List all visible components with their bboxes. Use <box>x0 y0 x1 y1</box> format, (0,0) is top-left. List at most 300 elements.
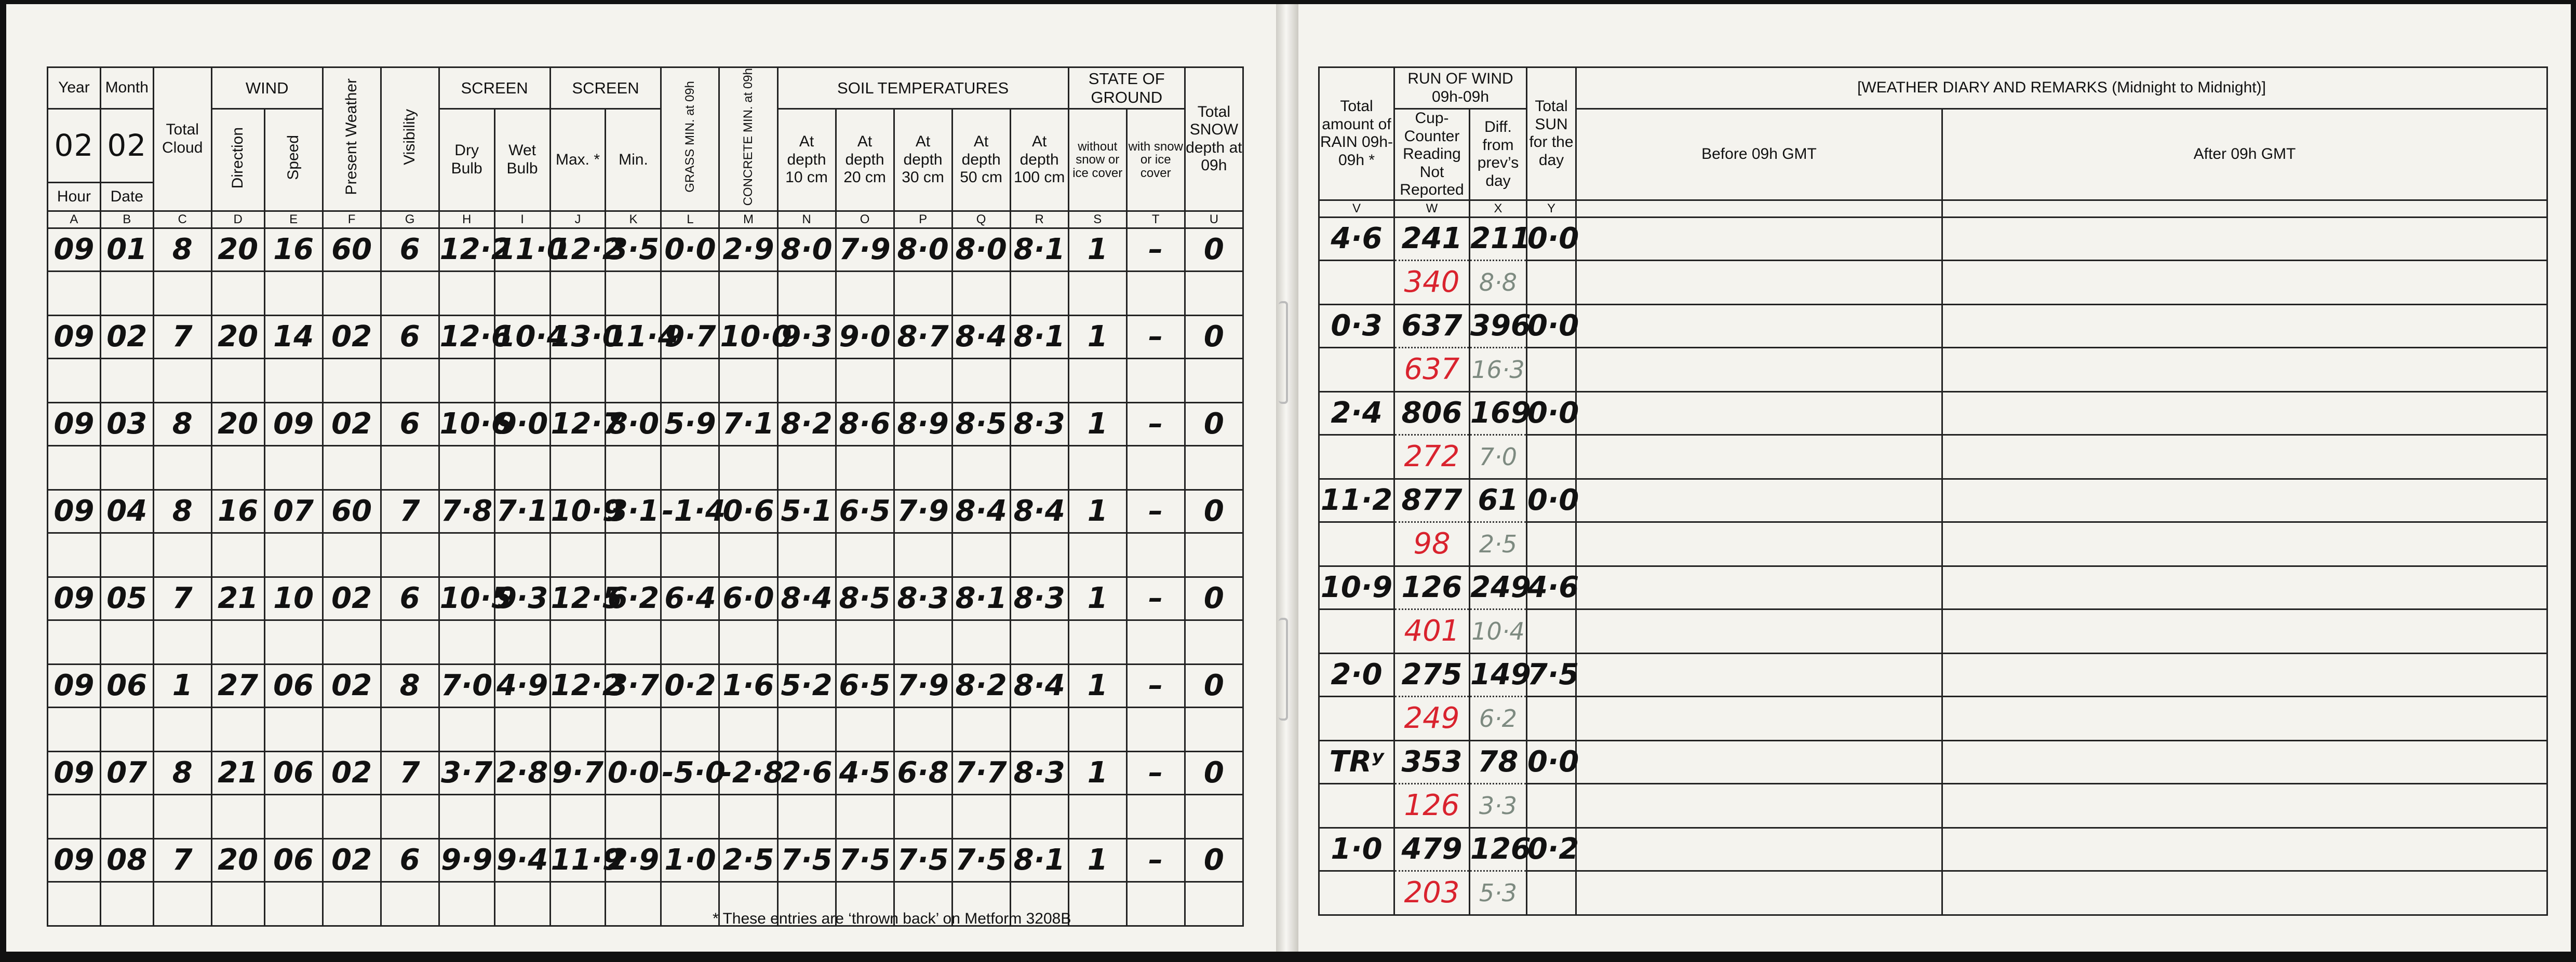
observation-cell: 8 <box>153 751 211 794</box>
observation-row <box>48 315 1243 358</box>
observation-row <box>48 577 1243 620</box>
observation-cell: 16 <box>211 490 264 533</box>
observation-cell: 8·0 <box>894 228 952 271</box>
observation-cell: 8·4 <box>1010 664 1068 707</box>
dry-bulb-header: Dry Bulb <box>439 109 494 211</box>
soil-temperatures-header: SOIL TEMPERATURES <box>777 67 1068 109</box>
column-letter: C <box>153 211 211 228</box>
after-remarks-cell[interactable] <box>1942 479 2547 522</box>
observation-cell: 8·4 <box>952 490 1010 533</box>
blank-row <box>48 533 1243 577</box>
observation-cell: 09 <box>48 664 101 707</box>
column-letter: E <box>264 211 323 228</box>
observation-cell: -5·0 <box>661 751 719 794</box>
depth-20-header: At depth 20 cm <box>836 109 894 211</box>
observation-cell: 2·5 <box>719 838 777 882</box>
before-remarks-cell[interactable] <box>1576 391 1942 435</box>
observation-cell: 09 <box>48 402 101 445</box>
observation-cell: 6·5 <box>836 490 894 533</box>
red-run-of-wind: 98 <box>1394 522 1470 566</box>
observation-cell: 10·6 <box>439 402 494 445</box>
gray-wind-value: 3·3 <box>1470 783 1527 828</box>
observation-cell: 12·5 <box>550 577 606 620</box>
observation-cell: 9·9 <box>439 838 494 882</box>
column-letter: P <box>894 211 952 228</box>
after-remarks-cell[interactable] <box>1942 653 2547 696</box>
observation-cell: 09 <box>48 228 101 271</box>
before-remarks-cell[interactable] <box>1576 740 1942 783</box>
observation-cell: 6 <box>381 838 439 882</box>
before-remarks-cell[interactable] <box>1576 828 1942 871</box>
observation-cell: 6 <box>381 315 439 358</box>
observation-cell: 0 <box>1185 315 1243 358</box>
observation-cell: 9·7 <box>661 315 719 358</box>
min-header: Min. <box>606 109 661 211</box>
correction-row <box>1319 609 2547 653</box>
observation-cell: 02 <box>323 838 381 882</box>
sun-cell: 0·0 <box>1527 740 1576 783</box>
observation-cell: 2·8 <box>494 751 550 794</box>
observation-cell: 6·0 <box>719 577 777 620</box>
observation-cell: 02 <box>323 315 381 358</box>
observation-cell: 1 <box>1068 664 1126 707</box>
observation-cell: 14 <box>264 315 323 358</box>
after-remarks-cell[interactable] <box>1942 391 2547 435</box>
observation-cell: 1 <box>1068 838 1126 882</box>
observation-cell: 13·0 <box>550 315 606 358</box>
after-remarks-cell[interactable] <box>1942 566 2547 609</box>
gray-wind-value: 8·8 <box>1470 260 1527 304</box>
observation-cell: 6·4 <box>661 577 719 620</box>
observation-row <box>48 664 1243 707</box>
observation-cell: 8·3 <box>1010 751 1068 794</box>
observation-cell: 8·6 <box>836 402 894 445</box>
observation-cell: 7 <box>153 577 211 620</box>
observation-cell: 0 <box>1185 490 1243 533</box>
observation-cell: 6·8 <box>894 751 952 794</box>
observation-cell: 2·9 <box>606 838 661 882</box>
sun-cell: 0·0 <box>1527 304 1576 347</box>
blank-row <box>48 620 1243 664</box>
rain-cell: 10·9 <box>1319 566 1394 609</box>
observation-cell: 16 <box>264 228 323 271</box>
before-remarks-cell[interactable] <box>1576 566 1942 609</box>
observation-cell: 8·5 <box>836 577 894 620</box>
observation-cell: 12·2 <box>439 228 494 271</box>
observation-cell: 8·0 <box>777 228 836 271</box>
gray-wind-value: 16·3 <box>1470 347 1527 391</box>
rain-cell: 0·3 <box>1319 304 1394 347</box>
observation-cell: 8 <box>153 490 211 533</box>
column-letter: T <box>1126 211 1185 228</box>
gray-wind-value: 2·5 <box>1470 522 1527 566</box>
observation-cell: 01 <box>100 228 153 271</box>
observation-cell: 8·1 <box>952 577 1010 620</box>
after-remarks-cell[interactable] <box>1942 217 2547 260</box>
before-remarks-cell[interactable] <box>1576 304 1942 347</box>
observation-cell: 7·9 <box>894 664 952 707</box>
red-run-of-wind: 272 <box>1394 435 1470 479</box>
column-letter: O <box>836 211 894 228</box>
diff-header: Diff. from prev’s day <box>1470 109 1527 200</box>
column-letter: K <box>606 211 661 228</box>
present-weather-header: Present Weather <box>323 67 381 211</box>
observation-cell: – <box>1126 751 1185 794</box>
observation-cell: 0·0 <box>606 751 661 794</box>
column-letter: Q <box>952 211 1010 228</box>
column-letter: F <box>323 211 381 228</box>
observation-cell: 11·4 <box>606 315 661 358</box>
observation-cell: 8·4 <box>777 577 836 620</box>
sun-cell: 7·5 <box>1527 653 1576 696</box>
observation-cell: 09 <box>48 577 101 620</box>
date-header: Date <box>100 182 153 211</box>
observation-cell: 7·8 <box>439 490 494 533</box>
rain-wind-row <box>1319 479 2547 522</box>
total-sun-header: Total SUN for the day <box>1527 67 1576 200</box>
max-header: Max. * <box>550 109 606 211</box>
column-letter: V <box>1319 200 1394 217</box>
observation-cell: 6 <box>381 228 439 271</box>
observation-cell: 1 <box>1068 228 1126 271</box>
observation-cell: 8·9 <box>894 402 952 445</box>
column-letter: X <box>1470 200 1527 217</box>
wind-header: WIND <box>211 67 323 109</box>
observation-cell: 02 <box>323 751 381 794</box>
rain-wind-row <box>1319 828 2547 871</box>
observation-cell: 8·4 <box>952 315 1010 358</box>
cup-counter-cell: 806 <box>1394 391 1470 435</box>
rain-wind-row <box>1319 653 2547 696</box>
observation-cell: 7·5 <box>952 838 1010 882</box>
cup-counter-header: Cup-Counter Reading Not Reported <box>1394 109 1470 200</box>
observation-cell: 0 <box>1185 838 1243 882</box>
wet-bulb-header: Wet Bulb <box>494 109 550 211</box>
observation-cell: 1 <box>153 664 211 707</box>
column-letter: H <box>439 211 494 228</box>
observation-cell: 3·7 <box>606 664 661 707</box>
cup-counter-cell: 479 <box>1394 828 1470 871</box>
weather-diary-header: [WEATHER DIARY AND REMARKS (Midnight to Midnight)] <box>1576 67 2547 109</box>
observation-cell: 7·5 <box>836 838 894 882</box>
observation-cell: -2·8 <box>719 751 777 794</box>
observation-row <box>48 838 1243 882</box>
cup-counter-cell: 241 <box>1394 217 1470 260</box>
footnote: * These entries are ‘thrown back’ on Metform 3208B <box>713 910 1071 927</box>
red-run-of-wind: 637 <box>1394 347 1470 391</box>
staple <box>1279 301 1288 404</box>
gray-wind-value: 6·2 <box>1470 696 1527 740</box>
correction-row <box>1319 696 2547 740</box>
observation-cell: 6 <box>381 577 439 620</box>
column-letter: I <box>494 211 550 228</box>
before-remarks-cell[interactable] <box>1576 479 1942 522</box>
before-remarks-cell[interactable] <box>1576 217 1942 260</box>
rain-wind-row <box>1319 304 2547 347</box>
speed-header: Speed <box>264 109 323 211</box>
observation-cell: 6·5 <box>836 664 894 707</box>
observation-cell: 3·7 <box>439 751 494 794</box>
left-page <box>6 4 1276 952</box>
rain-cell: 2·0 <box>1319 653 1394 696</box>
observation-cell: 08 <box>100 838 153 882</box>
observation-cell: 7 <box>153 315 211 358</box>
visibility-header: Visibility <box>381 67 439 211</box>
observation-cell: 0 <box>1185 751 1243 794</box>
observation-row <box>48 751 1243 794</box>
observation-cell: 9·4 <box>494 838 550 882</box>
observation-cell: 1·0 <box>661 838 719 882</box>
total-cloud-header: Total Cloud <box>153 67 211 211</box>
column-letter: R <box>1010 211 1068 228</box>
observation-cell: 1 <box>1068 315 1126 358</box>
depth-10-header: At depth 10 cm <box>777 109 836 211</box>
observation-cell: 12·2 <box>550 664 606 707</box>
observation-cell: – <box>1126 402 1185 445</box>
after-remarks-cell[interactable] <box>1942 740 2547 783</box>
month-header: Month <box>100 67 153 109</box>
column-letter-row <box>48 211 1243 228</box>
observation-cell: 09 <box>264 402 323 445</box>
observation-cell: 60 <box>323 228 381 271</box>
depth-50-header: At depth 50 cm <box>952 109 1010 211</box>
observation-cell: 1 <box>1068 402 1126 445</box>
red-run-of-wind: 203 <box>1394 871 1470 915</box>
column-letter: S <box>1068 211 1126 228</box>
observation-cell: 27 <box>211 664 264 707</box>
cup-counter-cell: 353 <box>1394 740 1470 783</box>
cup-counter-cell: 637 <box>1394 304 1470 347</box>
observation-cell: 8·3 <box>1010 577 1068 620</box>
observation-cell: 5·1 <box>777 490 836 533</box>
observation-cell: 9·0 <box>836 315 894 358</box>
blank-row <box>48 707 1243 751</box>
observation-cell: 03 <box>100 402 153 445</box>
column-letter: B <box>100 211 153 228</box>
observation-cell: 8·3 <box>894 577 952 620</box>
observation-cell: 7·9 <box>836 228 894 271</box>
observation-cell: 04 <box>100 490 153 533</box>
column-letter: L <box>661 211 719 228</box>
observation-cell: 9·3 <box>777 315 836 358</box>
observation-cell: 7·7 <box>952 751 1010 794</box>
observation-cell: 7·1 <box>494 490 550 533</box>
observation-cell: 6·2 <box>606 577 661 620</box>
run-of-wind-header: RUN OF WIND 09h-09h <box>1394 67 1527 109</box>
observation-cell: 0 <box>1185 664 1243 707</box>
column-letter: D <box>211 211 264 228</box>
observation-cell: – <box>1126 838 1185 882</box>
observation-cell: 07 <box>100 751 153 794</box>
observation-cell: 11·9 <box>550 838 606 882</box>
observation-cell: 06 <box>264 838 323 882</box>
observation-cell: 8·3 <box>1010 402 1068 445</box>
observation-cell: 8·0 <box>952 228 1010 271</box>
diff-cell: 78 <box>1470 740 1527 783</box>
observation-cell: 06 <box>264 664 323 707</box>
cup-counter-cell: 275 <box>1394 653 1470 696</box>
observation-cell: 3·5 <box>606 228 661 271</box>
blank-row <box>48 358 1243 402</box>
observation-cell: 09 <box>48 838 101 882</box>
rain-wind-row <box>1319 740 2547 783</box>
observations-table <box>47 66 1244 927</box>
observation-cell: 06 <box>100 664 153 707</box>
column-letter: M <box>719 211 777 228</box>
after-remarks-cell[interactable] <box>1942 828 2547 871</box>
observation-cell: 5·2 <box>777 664 836 707</box>
diff-cell: 126 <box>1470 828 1527 871</box>
screen-header-1: SCREEN <box>439 67 550 109</box>
diff-cell: 249 <box>1470 566 1527 609</box>
observation-row <box>48 490 1243 533</box>
gray-wind-value: 10·4 <box>1470 609 1527 653</box>
blank-row <box>48 271 1243 315</box>
column-letter: G <box>381 211 439 228</box>
observation-cell: 8·1 <box>1010 838 1068 882</box>
diff-cell: 211 <box>1470 217 1527 260</box>
observation-cell: -1·4 <box>661 490 719 533</box>
rain-wind-row <box>1319 217 2547 260</box>
observation-cell: 6 <box>381 402 439 445</box>
column-letter: J <box>550 211 606 228</box>
observation-cell: 21 <box>211 751 264 794</box>
observation-cell: 7·1 <box>719 402 777 445</box>
observation-cell: 0 <box>1185 228 1243 271</box>
observation-cell: 8·4 <box>1010 490 1068 533</box>
observation-cell: 12·2 <box>550 228 606 271</box>
blank-row <box>48 445 1243 490</box>
diff-cell: 396 <box>1470 304 1527 347</box>
observation-row <box>48 402 1243 445</box>
observation-cell: 8 <box>153 402 211 445</box>
observation-cell: 7·0 <box>439 664 494 707</box>
after-remarks-cell[interactable] <box>1942 304 2547 347</box>
gray-wind-value: 5·3 <box>1470 871 1527 915</box>
grass-min-header: GRASS MIN. at 09h <box>661 67 719 211</box>
correction-row <box>1319 783 2547 828</box>
direction-header: Direction <box>211 109 264 211</box>
year-header: Year <box>48 67 101 109</box>
observation-cell: 20 <box>211 228 264 271</box>
observation-cell: 1 <box>1068 577 1126 620</box>
staple <box>1279 618 1288 721</box>
observation-cell: 10·4 <box>494 315 550 358</box>
sun-cell: 0·0 <box>1527 217 1576 260</box>
observation-cell: 0·2 <box>661 664 719 707</box>
observation-cell: 21 <box>211 577 264 620</box>
right-page <box>1298 4 2571 952</box>
column-letter: U <box>1185 211 1243 228</box>
concrete-min-header: CONCRETE MIN. at 09h <box>719 67 777 211</box>
blank-row <box>48 794 1243 838</box>
rain-cell: 1·0 <box>1319 828 1394 871</box>
observation-cell: 7 <box>153 838 211 882</box>
observation-cell: 10 <box>264 577 323 620</box>
observation-cell: – <box>1126 664 1185 707</box>
after-09h-header: After 09h GMT <box>1942 109 2547 200</box>
observation-cell: 06 <box>264 751 323 794</box>
observation-cell: 02 <box>323 402 381 445</box>
observation-cell: 4·9 <box>494 664 550 707</box>
observation-cell: 02 <box>323 664 381 707</box>
observation-cell: 09 <box>48 490 101 533</box>
observation-cell: 8·0 <box>606 402 661 445</box>
correction-row <box>1319 522 2547 566</box>
observation-cell: 7·5 <box>777 838 836 882</box>
before-remarks-cell[interactable] <box>1576 653 1942 696</box>
column-letter: N <box>777 211 836 228</box>
observation-cell: 09 <box>48 315 101 358</box>
total-rain-header: Total amount of RAIN 09h-09h * <box>1319 67 1394 200</box>
red-run-of-wind: 401 <box>1394 609 1470 653</box>
rain-cell: 2·4 <box>1319 391 1394 435</box>
column-letter-row <box>1319 200 2547 217</box>
observation-cell: 0 <box>1185 577 1243 620</box>
observation-cell: – <box>1126 490 1185 533</box>
observation-cell: 9·7 <box>550 751 606 794</box>
observation-cell: 0 <box>1185 402 1243 445</box>
red-run-of-wind: 340 <box>1394 260 1470 304</box>
observation-cell: 7·9 <box>894 490 952 533</box>
rain-wind-row <box>1319 391 2547 435</box>
observation-cell: 8·7 <box>894 315 952 358</box>
correction-row <box>1319 347 2547 391</box>
observation-cell: – <box>1126 577 1185 620</box>
sun-cell: 4·6 <box>1527 566 1576 609</box>
observation-cell: 9·0 <box>494 402 550 445</box>
column-letter: A <box>48 211 101 228</box>
before-09h-header: Before 09h GMT <box>1576 109 1942 200</box>
rain-cell: 11·2 <box>1319 479 1394 522</box>
observation-cell: 8 <box>153 228 211 271</box>
observation-cell: 11·0 <box>494 228 550 271</box>
red-run-of-wind: 126 <box>1394 783 1470 828</box>
observation-cell: 07 <box>264 490 323 533</box>
year-value: 02 <box>48 109 101 183</box>
gray-wind-value: 7·0 <box>1470 435 1527 479</box>
depth-30-header: At depth 30 cm <box>894 109 952 211</box>
total-snow-header: Total SNOW depth at 09h <box>1185 67 1243 211</box>
observation-cell: 4·5 <box>836 751 894 794</box>
observation-cell: 10·9 <box>550 490 606 533</box>
observation-cell: 12·6 <box>439 315 494 358</box>
observation-row <box>48 228 1243 271</box>
observation-cell: 8 <box>381 664 439 707</box>
observation-cell: 1 <box>1068 751 1126 794</box>
state-of-ground-header: STATE OF GROUND <box>1068 67 1185 109</box>
observation-cell: 8·2 <box>777 402 836 445</box>
observation-cell: 02 <box>323 577 381 620</box>
observation-cell: 2·9 <box>719 228 777 271</box>
rain-wind-body <box>1319 217 2547 915</box>
observation-cell: 20 <box>211 315 264 358</box>
observation-cell: 05 <box>100 577 153 620</box>
observation-cell: 8·1 <box>1010 228 1068 271</box>
depth-100-header: At depth 100 cm <box>1010 109 1068 211</box>
observation-cell: 3·1 <box>606 490 661 533</box>
observation-cell: 5·9 <box>661 402 719 445</box>
observation-cell: 12·7 <box>550 402 606 445</box>
observations-body <box>48 228 1243 926</box>
column-letter: Y <box>1527 200 1576 217</box>
observation-cell: 1·6 <box>719 664 777 707</box>
observation-cell: 09 <box>48 751 101 794</box>
observation-cell: – <box>1126 228 1185 271</box>
cup-counter-cell: 877 <box>1394 479 1470 522</box>
observation-cell: 1 <box>1068 490 1126 533</box>
sun-cell: 0·2 <box>1527 828 1576 871</box>
